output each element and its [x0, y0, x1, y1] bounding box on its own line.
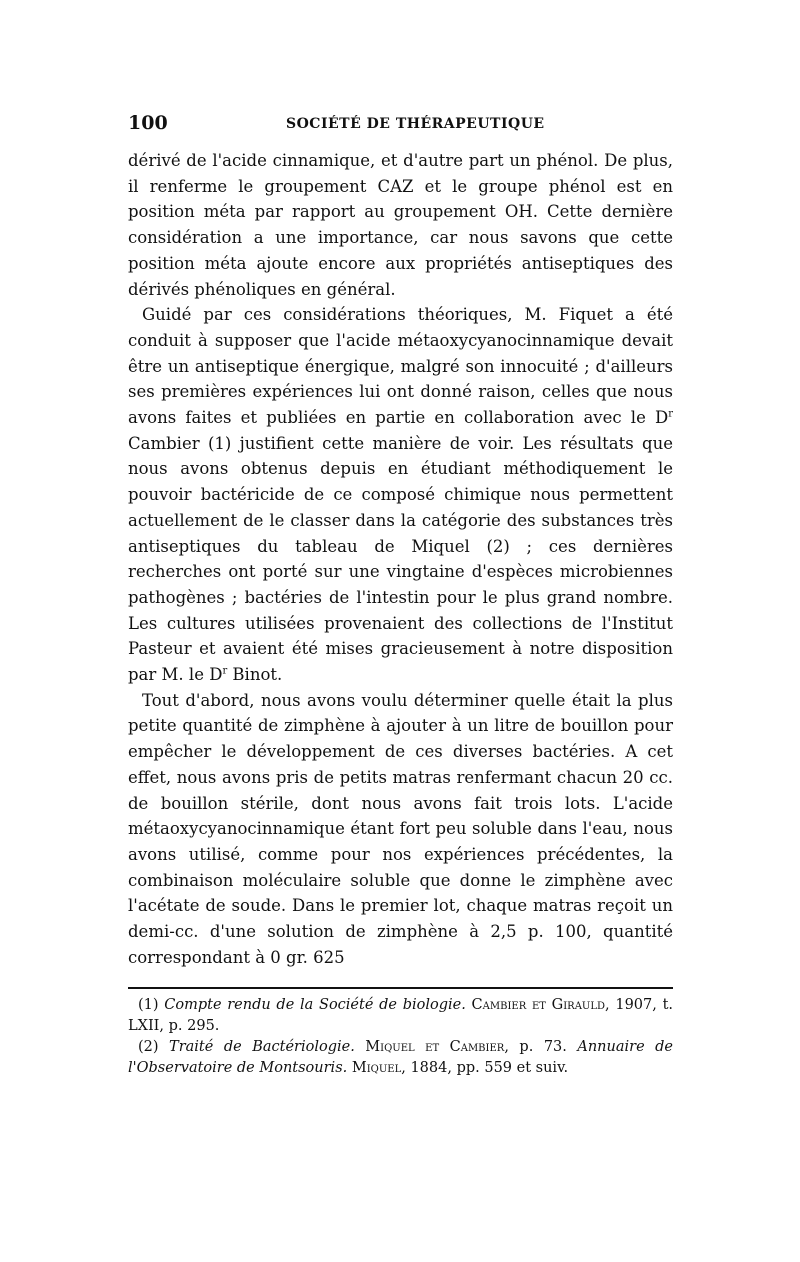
footnote-authors: Miquel et Cambier, — [354, 1038, 509, 1055]
footnote-details-2: 1884, pp. 559 et suiv. — [405, 1059, 569, 1076]
footnote-2 — [128, 1037, 673, 1079]
footnote-title-2: Annuaire de l'Observatoire de Montsouris. — [128, 1038, 674, 1076]
paragraph-2-part-3: Binot. — [227, 665, 283, 685]
superscript-r: r — [668, 408, 673, 420]
paragraph-3: Tout d'abord, nous avons voulu déterminer quelle était la plus petite quantité de zimphène à ajouter à un litre de bouillon pour empêcher le développement de ces diverses bactéries. A cet effet, nous avons pris de petits matras renfermant chacun 20 cc. de bouillon stérile, dont nous avons fait trois lots. L'acide métaoxycyanocinnamique étant fort peu soluble dans l'eau, nous avons utilisé, comme pour nos expériences précédentes, la combinaison moléculaire soluble que donne le zimphène avec l'acétate de soude. Dans le premier lot, chaque matras reçoit un demi-cc. d'une solution de zimphène à 2,5 p. 100, quantité correspondant à 0 gr. 625 — [128, 690, 673, 967]
paragraph-1: dérivé de l'acide cinnamique, et d'autre part un phénol. De plus, il renferme le groupement CAZ et le groupe phénol est en position méta par rapport au groupement OH. Cette dernière considération a une importance, car nous savons que cette position méta ajoute encore aux propriétés antiseptiques des dérivés phénoliques en général. — [128, 151, 673, 299]
paragraph-2-part-2: Cambier (1) justifient cette manière de voir. Les résultats que nous avons obtenus depuis en étudiant méthodiquement le pouvoir bactéricide de ce composé chimique nous permettent actuellement de le classer dans la catégorie des substances très antiseptiques du tableau de Miquel (2) ; ces dernières recherches ont porté sur une vingtaine d'espèces microbiennes pathogènes ; bactéries de l'intestin pour le plus grand nombre. Les cultures utilisées provenaient des collections de l'Institut Pasteur et avaient été mises gracieusement à notre disposition par M. le D — [128, 433, 673, 685]
paragraph-2-part-1: Guidé par ces considérations théoriques, M. Fiquet a été conduit à supposer que l'acide métaoxycyanocinnamique devait être un antiseptique énergique, malgré son innocuité ; d'ailleurs ses premières expériences lui ont donné raison, celles que nous avons faites et publiées en partie en collaboration avec le D — [128, 305, 673, 428]
footnote-authors: Cambier et Girauld, — [465, 996, 610, 1013]
footnote-authors-2: Miquel, — [347, 1059, 406, 1076]
footnotes — [128, 995, 673, 1079]
footnote-details: p. 73. — [508, 1038, 578, 1055]
paragraph-2 — [128, 302, 673, 688]
footnote-divider — [128, 987, 673, 989]
footnote-title: Compte rendu de la Société de biologie. — [164, 996, 466, 1013]
body-text — [128, 148, 673, 971]
footnote-mark: (2) — [138, 1038, 170, 1055]
footnote-details: 1907, t. LXII, p. 295. — [128, 996, 674, 1034]
footnote-title: Traité de Bactériologie. — [169, 1038, 355, 1055]
page-header — [128, 112, 673, 142]
superscript-r: r — [222, 665, 228, 677]
page-number: 100 — [128, 112, 168, 134]
book-page — [128, 112, 673, 1079]
running-head: SOCIÉTÉ DE THÉRAPEUTIQUE — [286, 116, 545, 132]
footnote-1 — [128, 995, 673, 1037]
footnote-mark: (1) — [138, 996, 165, 1013]
